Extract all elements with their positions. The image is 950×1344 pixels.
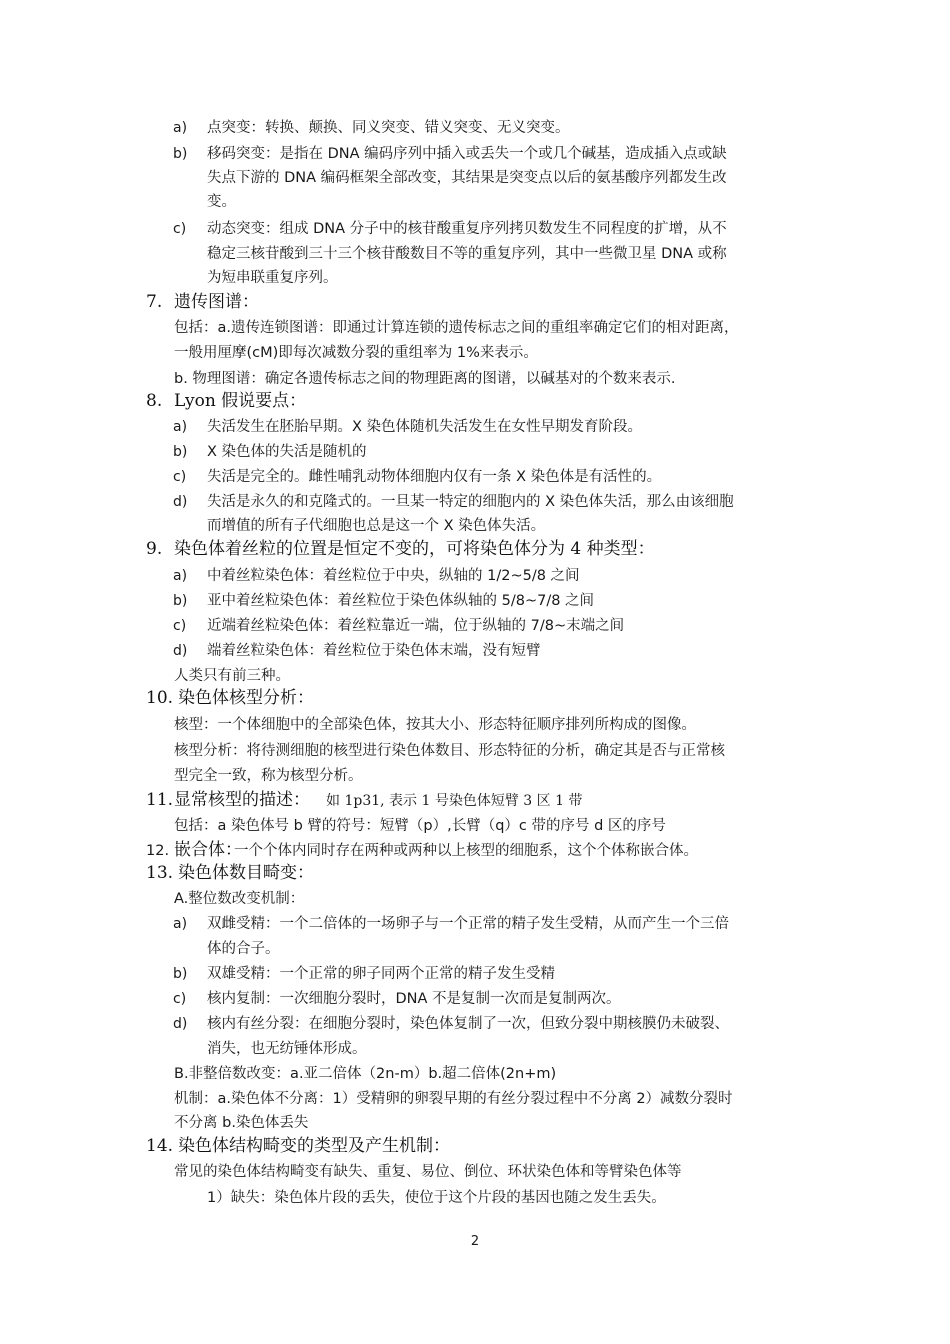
paragraph-line: 消失，也无纺锤体形成。 [207,1041,367,1057]
item-label: c) [173,991,187,1007]
paragraph-line: 不分离 b.染色体丢失 [174,1115,309,1131]
paragraph-line: X 染色体的失活是随机的 [207,444,367,460]
section-number: 8. [146,391,163,411]
section-title: 遗传图谱： [174,292,259,312]
section-title: 显常核型的描述： [174,790,310,810]
section-title: 嵌合体： [174,840,242,860]
item-label: c) [173,618,187,634]
paragraph-line: 核型分析：将待测细胞的核型进行染色体数目、形态特征的分析，确定其是否与正常核 [174,743,725,759]
item-label: a) [173,120,188,136]
item-label: b) [173,444,188,460]
section-number: 12. [146,843,170,859]
section-number: 10. [146,688,174,708]
item-label: b) [173,593,188,609]
paragraph-line: 1）缺失：染色体片段的丢失，使位于这个片段的基因也随之发生丢失。 [207,1190,666,1206]
paragraph-line: 双雌受精：一个二倍体的一场卵子与一个正常的精子发生受精，从而产生一个三倍 [207,916,729,932]
item-label: c) [173,221,187,237]
paragraph-line: 一般用厘摩(cM)即每次减数分裂的重组率为 1%来表示。 [174,345,538,361]
section-title: 染色体着丝粒的位置是恒定不变的，可将染色体分为 4 种类型： [174,539,655,559]
item-label: d) [173,643,188,659]
paragraph-line: 包括：a.遗传连锁图谱：即通过计算连锁的遗传标志之间的重组率确定它们的相对距离， [174,320,739,336]
paragraph-line: b. 物理图谱：确定各遗传标志之间的物理距离的图谱，以碱基对的个数来表示. [174,371,676,387]
page-number: 2 [470,1234,480,1249]
paragraph-line: 亚中着丝粒染色体：着丝粒位于染色体纵轴的 5/8~7/8 之间 [207,593,595,609]
section-title: 染色体核型分析： [178,688,314,708]
section-title: Lyon 假说要点： [174,391,307,411]
paragraph-line: 常见的染色体结构畸变有缺失、重复、易位、倒位、环状染色体和等臂染色体等 [174,1164,682,1180]
paragraph-line: 点突变：转换、颠换、同义突变、错义突变、无义突变。 [207,120,570,136]
paragraph-line: 机制：a.染色体不分离：1）受精卵的卵裂早期的有丝分裂过程中不分离 2）减数分裂时 [174,1091,733,1107]
paragraph-line: 双雄受精：一个正常的卵子同两个正常的精子发生受精 [207,966,555,982]
paragraph-line: B.非整倍数改变：a.亚二倍体（2n-m）b.超二倍体(2n+m) [174,1066,557,1082]
section-number: 11. [146,790,174,810]
paragraph-line: 为短串联重复序列。 [207,270,338,286]
paragraph-line: 核内复制：一次细胞分裂时，DNA 不是复制一次而是复制两次。 [207,991,621,1007]
paragraph-line: 而增值的所有子代细胞也总是这一个 X 染色体失活。 [207,518,546,534]
paragraph-line: 失活发生在胚胎早期。X 染色体随机失活发生在女性早期发育阶段。 [207,419,643,435]
item-label: a) [173,419,188,435]
paragraph-line: 失活是完全的。雌性哺乳动物体细胞内仅有一条 X 染色体是有活性的。 [207,469,662,485]
paragraph-line: 人类只有前三种。 [174,668,290,684]
paragraph-line: 端着丝粒染色体：着丝粒位于染色体末端，没有短臂 [207,643,541,659]
paragraph-line: 移码突变：是指在 DNA 编码序列中插入或丢失一个或几个碱基，造成插入点或缺 [207,146,727,162]
paragraph-line: 型完全一致，称为核型分析。 [174,768,363,784]
paragraph-line: A.整位数改变机制： [174,891,305,907]
paragraph-line: 动态突变：组成 DNA 分子中的核苷酸重复序列拷贝数发生不同程度的扩增，从不 [207,221,727,237]
paragraph-line: 变。 [207,194,236,210]
paragraph-line: 中着丝粒染色体：着丝粒位于中央，纵轴的 1/2~5/8 之间 [207,568,580,584]
section-number: 13. [146,863,174,883]
paragraph-line: 包括：a 染色体号 b 臂的符号：短臂（p）,长臂（q）c 带的序号 d 区的序号 [174,818,666,834]
section-title: 染色体数目畸变： [178,863,314,883]
item-label: a) [173,568,188,584]
paragraph-line: 核型：一个体细胞中的全部染色体，按其大小、形态特征顺序排列所构成的图像。 [174,717,696,733]
paragraph-line: 如 1p31, 表示 1 号染色体短臂 3 区 1 带 [326,793,583,809]
section-title: 染色体结构畸变的类型及产生机制： [178,1136,450,1156]
paragraph-line: 近端着丝粒染色体：着丝粒靠近一端，位于纵轴的 7/8~末端之间 [207,618,625,634]
section-number: 14. [146,1136,174,1156]
section-number: 9. [146,539,163,559]
item-label: b) [173,966,188,982]
paragraph-line: 核内有丝分裂：在细胞分裂时，染色体复制了一次，但致分裂中期核膜仍未破裂、 [207,1016,729,1032]
paragraph-line: 稳定三核苷酸到三十三个核苷酸数目不等的重复序列，其中一些微卫星 DNA 或称 [207,246,727,262]
paragraph-line: 体的合子。 [207,941,280,957]
item-label: d) [173,1016,188,1032]
item-label: d) [173,494,188,510]
item-label: c) [173,469,187,485]
item-label: a) [173,916,188,932]
section-number: 7. [146,292,163,312]
paragraph-line: 失活是永久的和克隆式的。一旦某一特定的细胞内的 X 染色体失活，那么由该细胞 [207,494,734,510]
item-label: b) [173,146,188,162]
paragraph-line: 失点下游的 DNA 编码框架全部改变，其结果是突变点以后的氨基酸序列都发生改 [207,170,727,186]
paragraph-line: 一个个体内同时存在两种或两种以上核型的细胞系，这个个体称嵌合体。 [234,843,698,859]
